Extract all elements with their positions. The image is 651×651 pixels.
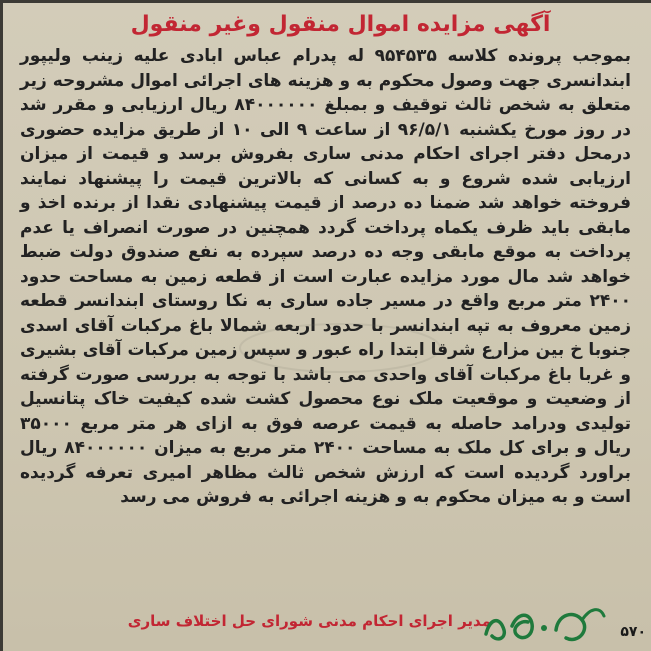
notice-body (20, 44, 631, 510)
ad-number: ۵۷۰ (620, 624, 646, 640)
handwritten-code-mark-icon (478, 596, 608, 648)
faint-watermark (230, 318, 450, 378)
notice-title: آگهی مزایده اموال منقول وغیر منقول (130, 12, 551, 37)
notice-signature: مدیر اجرای احکام مدنی شورای حل اختلاف ساری (127, 612, 491, 630)
clipping-left-border (0, 0, 3, 651)
notice-body-paragraph: بموجب پرونده کلاسه ۹۵۴۵۳۵ له پدرام عباس ابادی علیه زینب ولیپور ابندانسری جهت وصول محکوم به و هزینه های اجرائی اموال مشروحه زیر متعلق به شخص ثالث توقیف و بمبلغ ۸۴۰۰۰۰۰۰ ریال ارزیابی و مقرر شد در روز مورخ یکشنبه ۹۶/۵/۱ از ساعت ۹ الی ۱۰ از طریق مزایده حضوری درمحل دفتر اجرای احکام مدنی ساری بفروش برسد و قیمت از میزان ارزیابی شده شروع و به کسانی که بالاترین قیمت را پیشنهاد نمایند فروخته خواهد شد ضمنا ده درصد از قیمت پیشنهادی نقدا از برنده اخذ و مابقی باید ظرف یکماه پرداخت گردد همچنین در صورت انصراف یا عدم پرداخت به موقع مابقی وجه ده درصد سپرده به نفع صندوق دولت ضبط خواهد شد مال مورد مزایده عبارت است از قطعه زمین به مساحت حدود ۲۴۰۰ متر مربع واقع در مسیر جاده ساری به نکا روستای ابندانسر قطعه زمین معروف به تپه ابندانسر با حدود اربعه شمالا باغ مرکبات آقای اسدی جنوبا خ بین مزارع شرقا ابتدا راه عبور و سپس زمین مرکبات آقای بشیری و غربا باغ مرکبات آقای واحدی می باشد با توجه به بررسی صورت گرفته از وضعیت و موقعیت ملک نوع محصول کشت شده کیفیت خاک پتانسیل تولیدی ودرامد حاصله به قیمت عرصه فوق به ازای هر متر مربع ۳۵۰۰۰ ریال و برای کل ملک به مساحت ۲۴۰۰ متر مربع به میزان ۸۴۰۰۰۰۰۰ ریال براورد گردیده است که ارزش شخص ثالث مظاهر امیری تعرفه گردیده است و به میزان محکوم به و هزینه اجرائی به فروش می رسد (20, 46, 631, 507)
